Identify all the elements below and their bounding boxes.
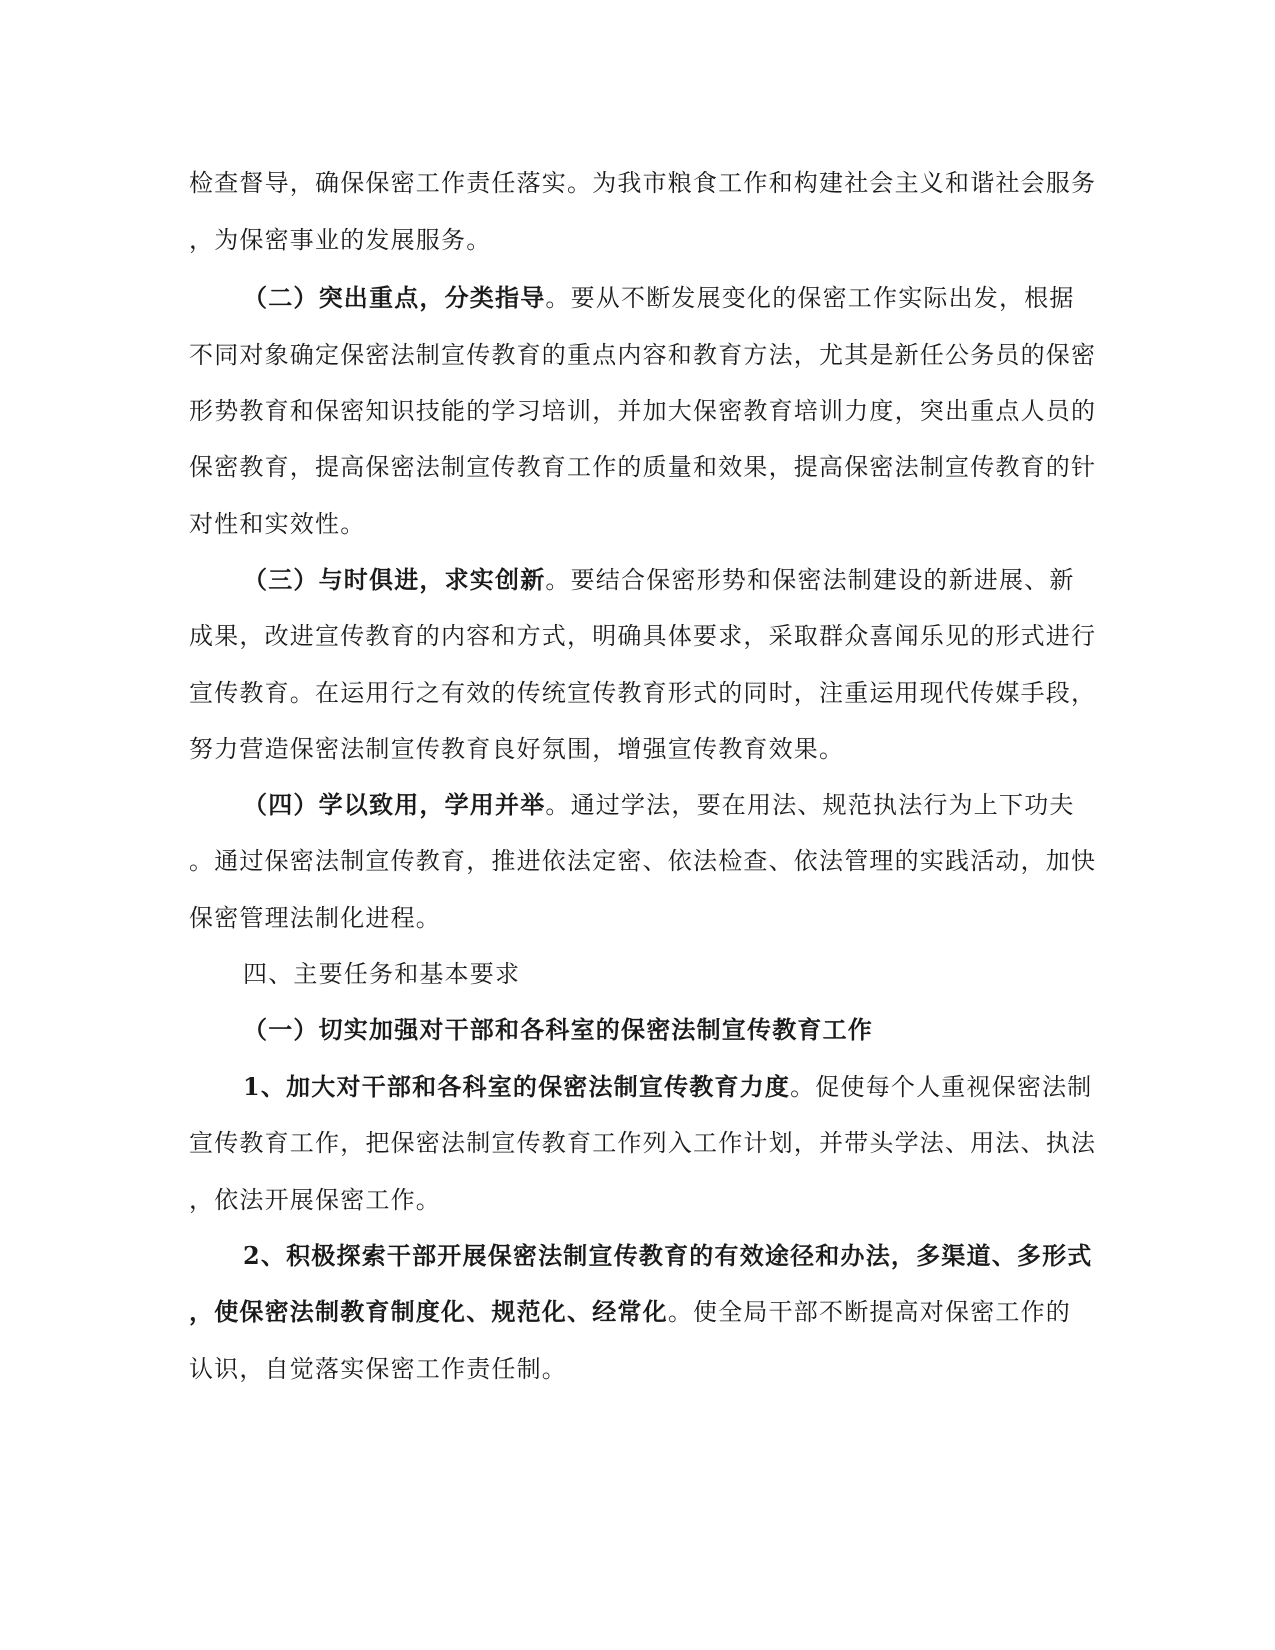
text-run: 。使全局干部不断提高对保密工作的 bbox=[667, 1298, 1072, 1326]
text-run: 。要从不断发展变化的保密工作实际出发，根据 bbox=[545, 284, 1075, 312]
subsection-heading: （一）切实加强对干部和各科室的保密法制宣传教育工作 bbox=[243, 1015, 873, 1044]
text-line: 努力营造保密法制宣传教育良好氛围，增强宣传教育效果。 bbox=[189, 735, 845, 763]
section-heading: 四、主要任务和基本要求 bbox=[243, 960, 521, 988]
paragraph-first-line bbox=[243, 790, 1075, 820]
paragraph-heading: （四）学以致用，学用并举 bbox=[243, 790, 546, 819]
text-line: 。通过保密法制宣传教育，推进依法定密、依法检查、依法管理的实践活动，加快 bbox=[189, 847, 1097, 875]
text-line: 宣传教育。在运用行之有效的传统宣传教育形式的同时，注重运用现代传媒手段， bbox=[189, 679, 1097, 707]
text-line: 认识，自觉落实保密工作责任制。 bbox=[189, 1355, 567, 1383]
paragraph-first-line bbox=[243, 283, 1075, 313]
paragraph-first-line bbox=[243, 565, 1075, 595]
text-line: 形势教育和保密知识技能的学习培训，并加大保密教育培训力度，突出重点人员的 bbox=[189, 397, 1097, 425]
text-line: 保密教育，提高保密法制宣传教育工作的质量和效果，提高保密法制宣传教育的针 bbox=[189, 453, 1097, 481]
item-heading-cont: ，使保密法制教育制度化、规范化、经常化 bbox=[189, 1297, 668, 1326]
text-line: 保密管理法制化进程。 bbox=[189, 904, 441, 932]
text-line: 宣传教育工作，把保密法制宣传教育工作列入工作计划，并带头学法、用法、执法 bbox=[189, 1129, 1097, 1157]
text-run: 。促使每个人重视保密法制 bbox=[790, 1073, 1093, 1101]
paragraph-heading: （三）与时俱进，求实创新 bbox=[243, 565, 546, 594]
item-heading: 1、加大对干部和各科室的保密法制宣传教育力度 bbox=[243, 1072, 791, 1101]
text-line: ，为保密事业的发展服务。 bbox=[189, 226, 492, 254]
text-line: 对性和实效性。 bbox=[189, 510, 366, 538]
text-run: 。通过学法，要在用法、规范执法行为上下功夫 bbox=[545, 791, 1075, 819]
paragraph-first-line bbox=[243, 1072, 1093, 1102]
text-line: ，依法开展保密工作。 bbox=[189, 1186, 441, 1214]
text-line bbox=[189, 1297, 1071, 1327]
text-line: 成果，改进宣传教育的内容和方式，明确具体要求，采取群众喜闻乐见的形式进行 bbox=[189, 622, 1097, 650]
paragraph-heading: （二）突出重点，分类指导 bbox=[243, 283, 546, 312]
text-run: 。要结合保密形势和保密法制建设的新进展、新 bbox=[545, 566, 1075, 594]
item-heading: 2、积极探索干部开展保密法制宣传教育的有效途径和办法，多渠道、多形式 bbox=[243, 1241, 1093, 1270]
text-line: 不同对象确定保密法制宣传教育的重点内容和教育方法，尤其是新任公务员的保密 bbox=[189, 341, 1097, 369]
text-line: 检查督导，确保保密工作责任落实。为我市粮食工作和构建社会主义和谐社会服务 bbox=[189, 169, 1097, 197]
